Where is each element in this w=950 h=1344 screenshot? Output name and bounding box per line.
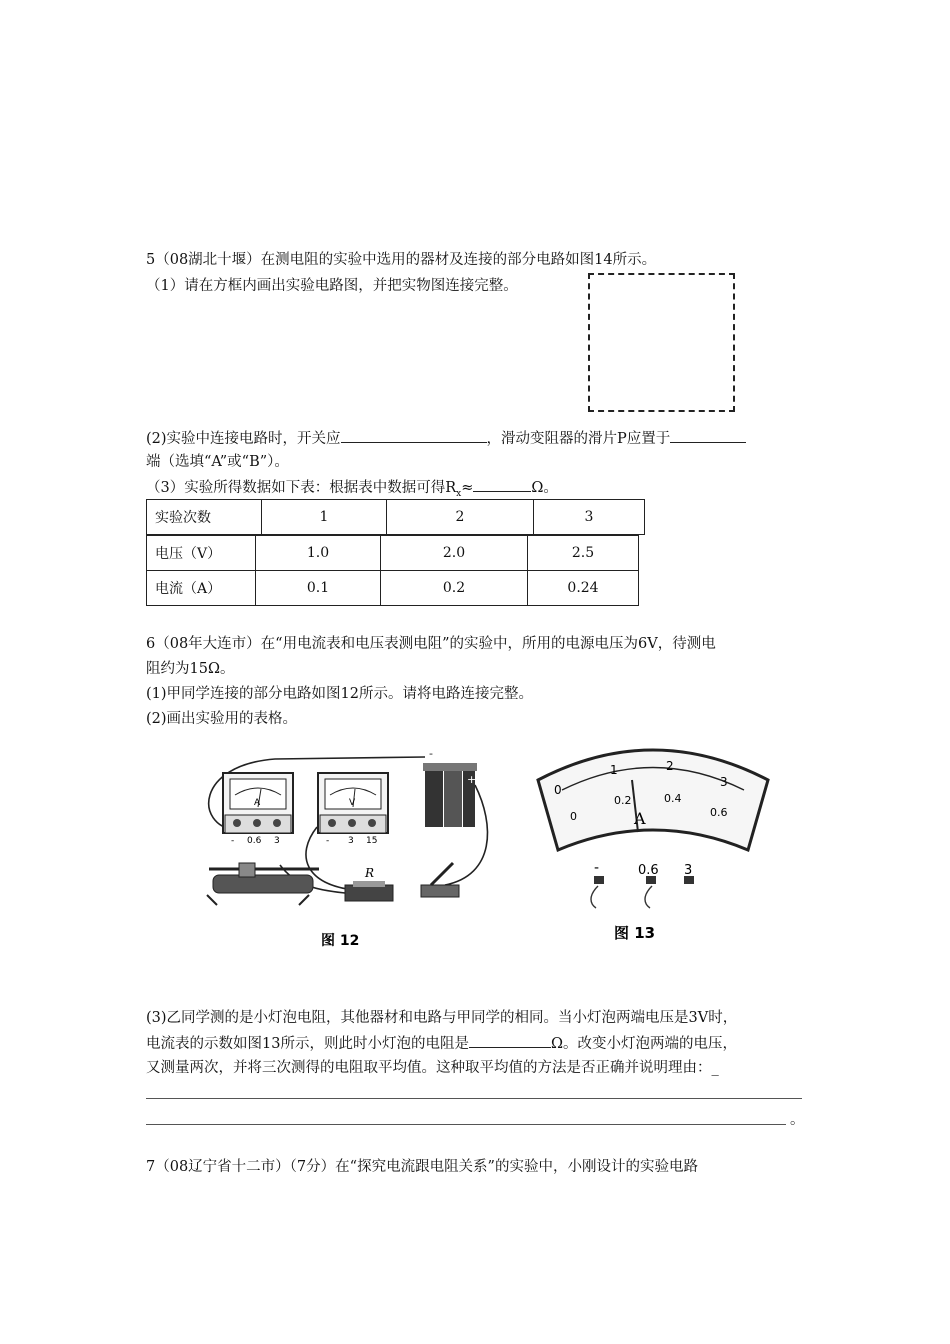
table-cell: 2.5 <box>528 536 639 571</box>
svg-text:+: + <box>467 773 477 786</box>
answer-line[interactable] <box>146 1098 802 1099</box>
q5-part3-sub: x <box>456 488 462 499</box>
terminal-label: 15 <box>366 836 378 846</box>
q6-line2: 阻约为15Ω。 <box>146 661 235 677</box>
meter-face <box>538 750 768 850</box>
terminal-label: 0.6 <box>247 836 262 846</box>
fig12-caption: 图 12 <box>321 933 360 949</box>
q5-part2-c: 端（选填“A”或“B”）。 <box>146 454 289 470</box>
rheostat <box>207 863 319 905</box>
terminal-label: 3 <box>348 836 354 846</box>
terminal-label: - <box>231 836 235 846</box>
q6-part3-l3: 又测量两次，并将三次测得的电阻取平均值。这种取平均值的方法是否正确并说明理由：_ <box>146 1060 719 1076</box>
terminal-label: - <box>594 860 600 876</box>
scale-label: 0.4 <box>664 792 682 805</box>
voltmeter <box>318 773 388 846</box>
table-cell: 0.2 <box>381 571 528 606</box>
switch-blank[interactable] <box>341 428 487 443</box>
answer-line[interactable] <box>146 1124 786 1125</box>
q5-part2-b: ，滑动变阻器的滑片P应置于 <box>486 431 671 447</box>
q6-part3-l2b: Ω。改变小灯泡两端的电压， <box>550 1036 737 1052</box>
scale-label: 1 <box>610 763 618 777</box>
scale-label: 2 <box>666 759 674 773</box>
q5-part2-a: (2)实验中连接电路时，开关应 <box>146 431 341 447</box>
table-cell: 2.0 <box>381 536 528 571</box>
table-header-cell: 实验次数 <box>147 500 262 535</box>
table-cell: 0.24 <box>528 571 639 606</box>
q6-part1: (1)甲同学连接的部分电路如图12所示。请将电路连接完整。 <box>146 686 533 702</box>
q6-line1: 6（08年大连市）在“用电流表和电压表测电阻”的实验中，所用的电源电压为6V，待测电 <box>146 636 716 652</box>
q5-part3-b: ≈ <box>461 480 474 496</box>
fig13-caption: 图 13 <box>614 924 656 942</box>
figure-13 <box>528 740 778 950</box>
q5-part3-a: （3）实验所得数据如下表：根据表中数据可得R <box>146 480 457 496</box>
switch <box>421 863 459 897</box>
q6-part3-end: 。 <box>790 1112 805 1128</box>
rx-blank[interactable] <box>473 477 531 492</box>
q6-part3-l2a: 电流表的示数如图13所示，则此时小灯泡的电阻是 <box>146 1036 469 1052</box>
q5-intro: 5（08湖北十堰）在测电阻的实验中选用的器材及连接的部分电路如图14所示。 <box>146 252 657 268</box>
scale-label: 0.2 <box>614 794 632 807</box>
ammeter-letter: A <box>254 798 261 808</box>
q6-part2: (2)画出实验用的表格。 <box>146 711 298 727</box>
q5-part1: （1）请在方框内画出实验电路图，并把实物图连接完整。 <box>146 278 518 294</box>
resistance-blank[interactable] <box>469 1033 551 1048</box>
q5-part3-c: Ω。 <box>531 480 558 496</box>
slider-blank[interactable] <box>670 428 746 443</box>
ammeter <box>223 773 293 846</box>
table-cell: 1.0 <box>256 536 381 571</box>
q6-part3-l1: (3)乙同学测的是小灯泡电阻，其他器材和电路与甲同学的相同。当小灯泡两端电压是3V时， <box>146 1010 738 1026</box>
table-header-cell: 1 <box>262 500 387 535</box>
q7-line1: 7（08辽宁省十二市）（7分）在“探究电流跟电阻关系”的实验中，小刚设计的实验电路 <box>146 1159 698 1175</box>
data-table-header <box>146 499 645 535</box>
terminal-label: 3 <box>274 836 280 846</box>
battery <box>423 747 477 827</box>
table-header-cell: 3 <box>534 500 645 535</box>
table-header-cell: 2 <box>387 500 534 535</box>
table-cell: 电压（V） <box>147 536 256 571</box>
voltmeter-letter: V <box>349 798 356 808</box>
figure-12 <box>195 745 495 955</box>
terminal <box>594 876 604 884</box>
q6-part3-l2 <box>146 1033 737 1054</box>
answer-box[interactable] <box>588 273 735 412</box>
terminal-label: 0.6 <box>638 863 659 878</box>
table-cell: 电流（A） <box>147 571 256 606</box>
table-cell: 0.1 <box>256 571 381 606</box>
table-row <box>147 536 639 571</box>
data-table <box>146 535 639 606</box>
meter-letter: A <box>634 809 646 828</box>
scale-label: 0.6 <box>710 806 728 819</box>
scale-label: 3 <box>720 775 728 789</box>
table-row <box>147 571 639 606</box>
resistor <box>345 866 393 901</box>
scale-label: 0 <box>570 810 577 823</box>
scale-label: 0 <box>554 783 562 797</box>
terminal-label: - <box>326 836 330 846</box>
resistor-label: R <box>365 866 375 880</box>
terminal-label: 3 <box>684 863 693 878</box>
q5-part2 <box>146 428 746 449</box>
svg-text:-: - <box>429 747 433 760</box>
